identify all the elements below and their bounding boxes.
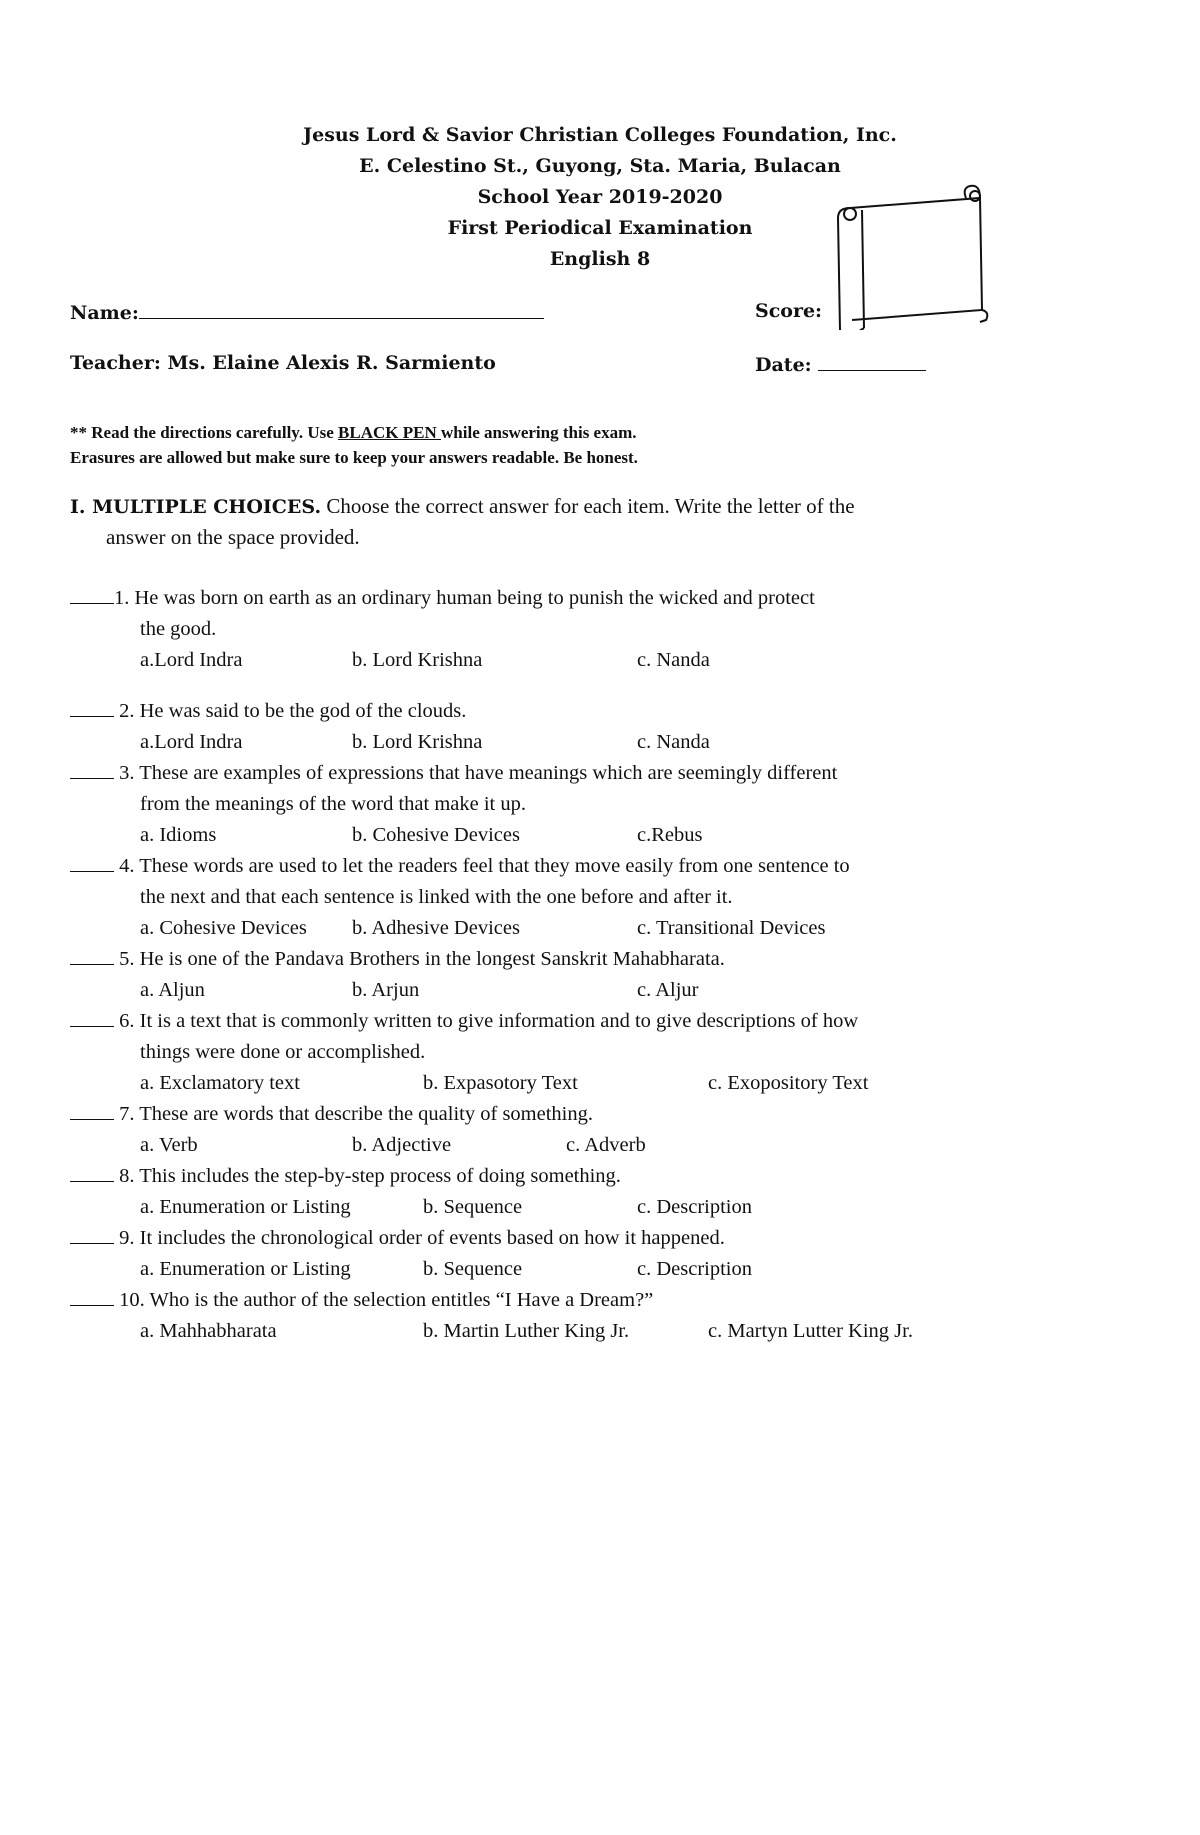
question-1	[70, 587, 815, 610]
choice-c: c. Description	[637, 1258, 752, 1280]
choice-b: b. Martin Luther King Jr.	[423, 1320, 630, 1342]
question-number: 7.	[114, 1103, 135, 1125]
choice-a: a. Mahhabharata	[140, 1320, 277, 1342]
question-9	[70, 1227, 725, 1250]
choice-b: b. Sequence	[423, 1196, 523, 1218]
choice-c: c. Martyn Lutter King Jr.	[708, 1320, 913, 1342]
question-text: He was said to be the god of the clouds.	[139, 700, 467, 722]
section-heading: I. MULTIPLE CHOICES.	[70, 496, 322, 518]
question-4	[70, 855, 850, 878]
choice-c: c. Aljur	[637, 979, 699, 1001]
question-text: These are examples of expressions that have meanings which are seemingly different	[139, 762, 838, 784]
choice-c: c. Description	[637, 1196, 752, 1218]
name-line[interactable]	[139, 300, 544, 319]
question-3-cont: from the meanings of the word that make it up.	[140, 793, 526, 815]
question-text: He was born on earth as an ordinary human being to punish the wicked and protect	[134, 587, 815, 609]
choice-b: b. Cohesive Devices	[352, 824, 520, 846]
directions-line-1	[70, 423, 637, 443]
question-6	[70, 1010, 858, 1033]
choice-b: b. Adjective	[352, 1134, 452, 1156]
choice-a: a. Enumeration or Listing	[140, 1196, 351, 1218]
choice-a: a. Exclamatory text	[140, 1072, 300, 1094]
question-text: He is one of the Pandava Brothers in the longest Sanskrit Mahabharata.	[139, 948, 725, 970]
question-number: 9.	[114, 1227, 135, 1249]
choice-c: c. Nanda	[637, 649, 710, 671]
answer-blank[interactable]	[70, 700, 114, 717]
question-7	[70, 1103, 593, 1126]
question-number: 2.	[114, 700, 135, 722]
school-name: Jesus Lord & Savior Christian Colleges Foundation, Inc.	[303, 124, 897, 146]
answer-blank[interactable]	[70, 1165, 114, 1182]
choice-b: b. Arjun	[352, 979, 420, 1001]
question-text: These are words that describe the quality of something.	[139, 1103, 593, 1125]
choice-a: a. Aljun	[140, 979, 205, 1001]
teacher-label: Teacher: Ms. Elaine Alexis R. Sarmiento	[70, 352, 496, 374]
choice-a: a. Cohesive Devices	[140, 917, 307, 939]
section-instruction-1: Choose the correct answer for each item. Write the letter of the	[321, 494, 855, 518]
choice-c: c. Nanda	[637, 731, 710, 753]
question-6-cont: things were done or accomplished.	[140, 1041, 426, 1063]
choice-b: b. Sequence	[423, 1258, 523, 1280]
choice-b: b. Lord Krishna	[352, 731, 483, 753]
answer-blank[interactable]	[70, 855, 114, 872]
choice-b: b. Lord Krishna	[352, 649, 483, 671]
choice-a: a. Verb	[140, 1134, 198, 1156]
question-text: This includes the step-by-step process of doing something.	[139, 1165, 621, 1187]
choice-a: a.Lord Indra	[140, 731, 243, 753]
name-field[interactable]	[70, 300, 544, 324]
question-2	[70, 700, 466, 723]
directions-emphasis: BLACK PEN	[338, 423, 442, 442]
question-text: It is a text that is commonly written to give information and to give descriptions of how	[139, 1010, 859, 1032]
question-4-cont: the next and that each sentence is linked with the one before and after it.	[140, 886, 733, 908]
exam-title: First Periodical Examination	[447, 217, 753, 239]
question-10	[70, 1289, 653, 1312]
school-year: School Year 2019-2020	[477, 186, 723, 208]
directions-line-2: Erasures are allowed but make sure to keep your answers readable. Be honest.	[70, 448, 638, 467]
answer-blank[interactable]	[70, 1227, 114, 1244]
choice-c: c. Adverb	[566, 1134, 646, 1156]
answer-blank[interactable]	[70, 762, 114, 779]
question-number: 1.	[114, 587, 130, 609]
question-8	[70, 1165, 621, 1188]
question-text: These words are used to let the readers feel that they move easily from one sentence to	[139, 855, 850, 877]
choice-a: a.Lord Indra	[140, 649, 243, 671]
school-address: E. Celestino St., Guyong, Sta. Maria, Bulacan	[359, 155, 841, 177]
section-heading-line	[70, 494, 855, 519]
choice-c: c. Exopository Text	[708, 1072, 869, 1094]
choice-b: b. Expasotory Text	[423, 1072, 578, 1094]
question-text: Who is the author of the selection entitles “I Have a Dream?”	[149, 1289, 654, 1311]
score-scroll-icon	[830, 180, 990, 330]
date-line[interactable]	[818, 352, 926, 371]
question-3	[70, 762, 837, 785]
directions-suffix: while answering this exam.	[441, 423, 637, 442]
score-label: Score:	[755, 300, 823, 322]
question-number: 4.	[114, 855, 135, 877]
date-label: Date:	[755, 354, 812, 376]
subject-title: English 8	[549, 248, 651, 270]
answer-blank[interactable]	[70, 1289, 114, 1306]
answer-blank[interactable]	[70, 948, 114, 965]
section-instruction-2: answer on the space provided.	[106, 525, 360, 549]
answer-blank[interactable]	[70, 1010, 114, 1027]
question-1-cont: the good.	[140, 618, 217, 640]
question-5	[70, 948, 725, 971]
answer-blank[interactable]	[70, 1103, 114, 1120]
question-number: 6.	[114, 1010, 135, 1032]
directions-prefix: ** Read the directions carefully. Use	[70, 423, 339, 442]
choice-b: b. Adhesive Devices	[352, 917, 520, 939]
date-field[interactable]	[755, 352, 926, 376]
question-number: 8.	[114, 1165, 135, 1187]
choice-a: a. Enumeration or Listing	[140, 1258, 351, 1280]
choice-c: c. Transitional Devices	[637, 917, 826, 939]
name-label: Name:	[70, 302, 139, 324]
answer-blank[interactable]	[70, 587, 114, 604]
question-number: 10.	[114, 1289, 145, 1311]
question-text: It includes the chronological order of events based on how it happened.	[139, 1227, 725, 1249]
question-number: 5.	[114, 948, 135, 970]
question-number: 3.	[114, 762, 135, 784]
choice-c: c.Rebus	[637, 824, 703, 846]
choice-a: a. Idioms	[140, 824, 217, 846]
